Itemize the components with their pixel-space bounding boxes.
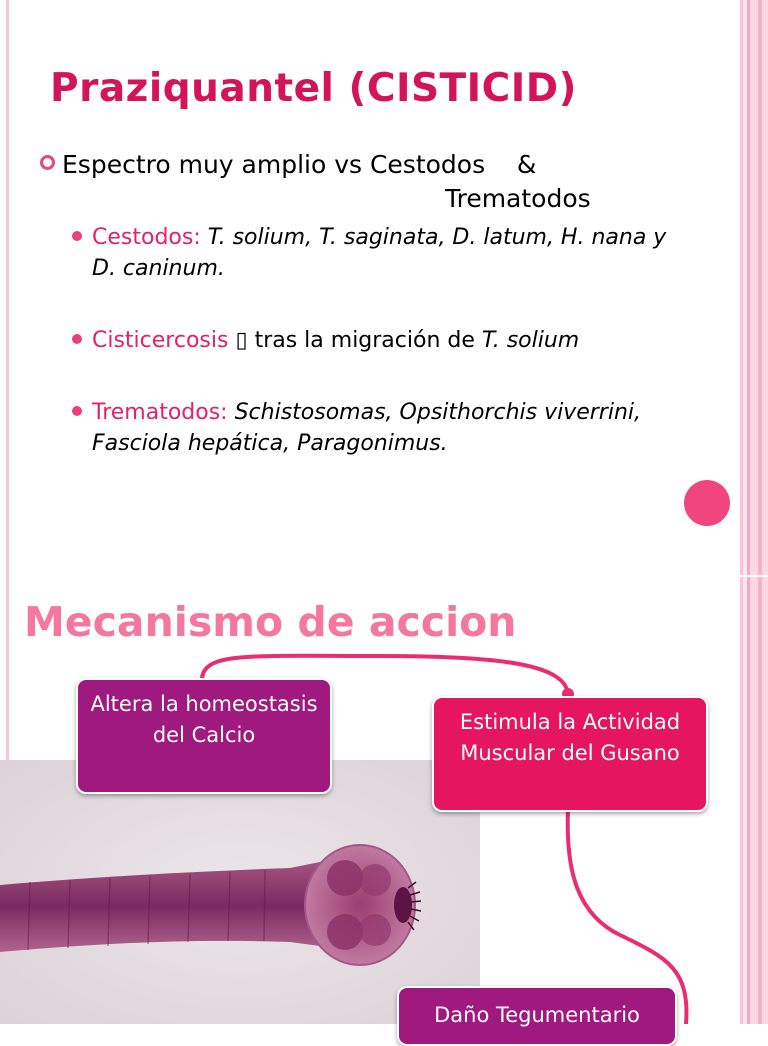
bullet-label: Cestodos: (92, 225, 208, 250)
mechanism-node-tegument (397, 986, 677, 1046)
node-label: Daño Tegumentario (434, 1003, 640, 1027)
bullet-label: Cisticercosis (92, 328, 229, 353)
mechanism-node-calcium (76, 678, 332, 794)
mechanism-node-muscle (432, 696, 708, 812)
bullet-label: Trematodos: (92, 400, 235, 425)
bullet-text: Schistosomas, Opsithorchis viverrini, Fasciola hepática, Paragonimus. (92, 400, 642, 456)
level1-line2: Trematodos (445, 184, 591, 213)
bullet-text: T. solium, T. saginata, D. latum, H. nana y D. caninum. (92, 225, 667, 281)
section-heading: Mecanismo de accion (24, 598, 517, 646)
level1-line1: Espectro muy amplio vs Cestodos & (62, 150, 537, 179)
node-label: Estimula la Actividad Muscular del Gusano (459, 710, 681, 765)
missing-glyph-symbol: ▯ (228, 328, 255, 353)
bullet-text: tras la migración de (254, 328, 482, 353)
bullet-text-italic: T. solium (481, 328, 580, 353)
slide-title: Praziquantel (CISTICID) (50, 66, 577, 111)
node-label: Altera la homeostasis del Calcio (90, 692, 318, 747)
